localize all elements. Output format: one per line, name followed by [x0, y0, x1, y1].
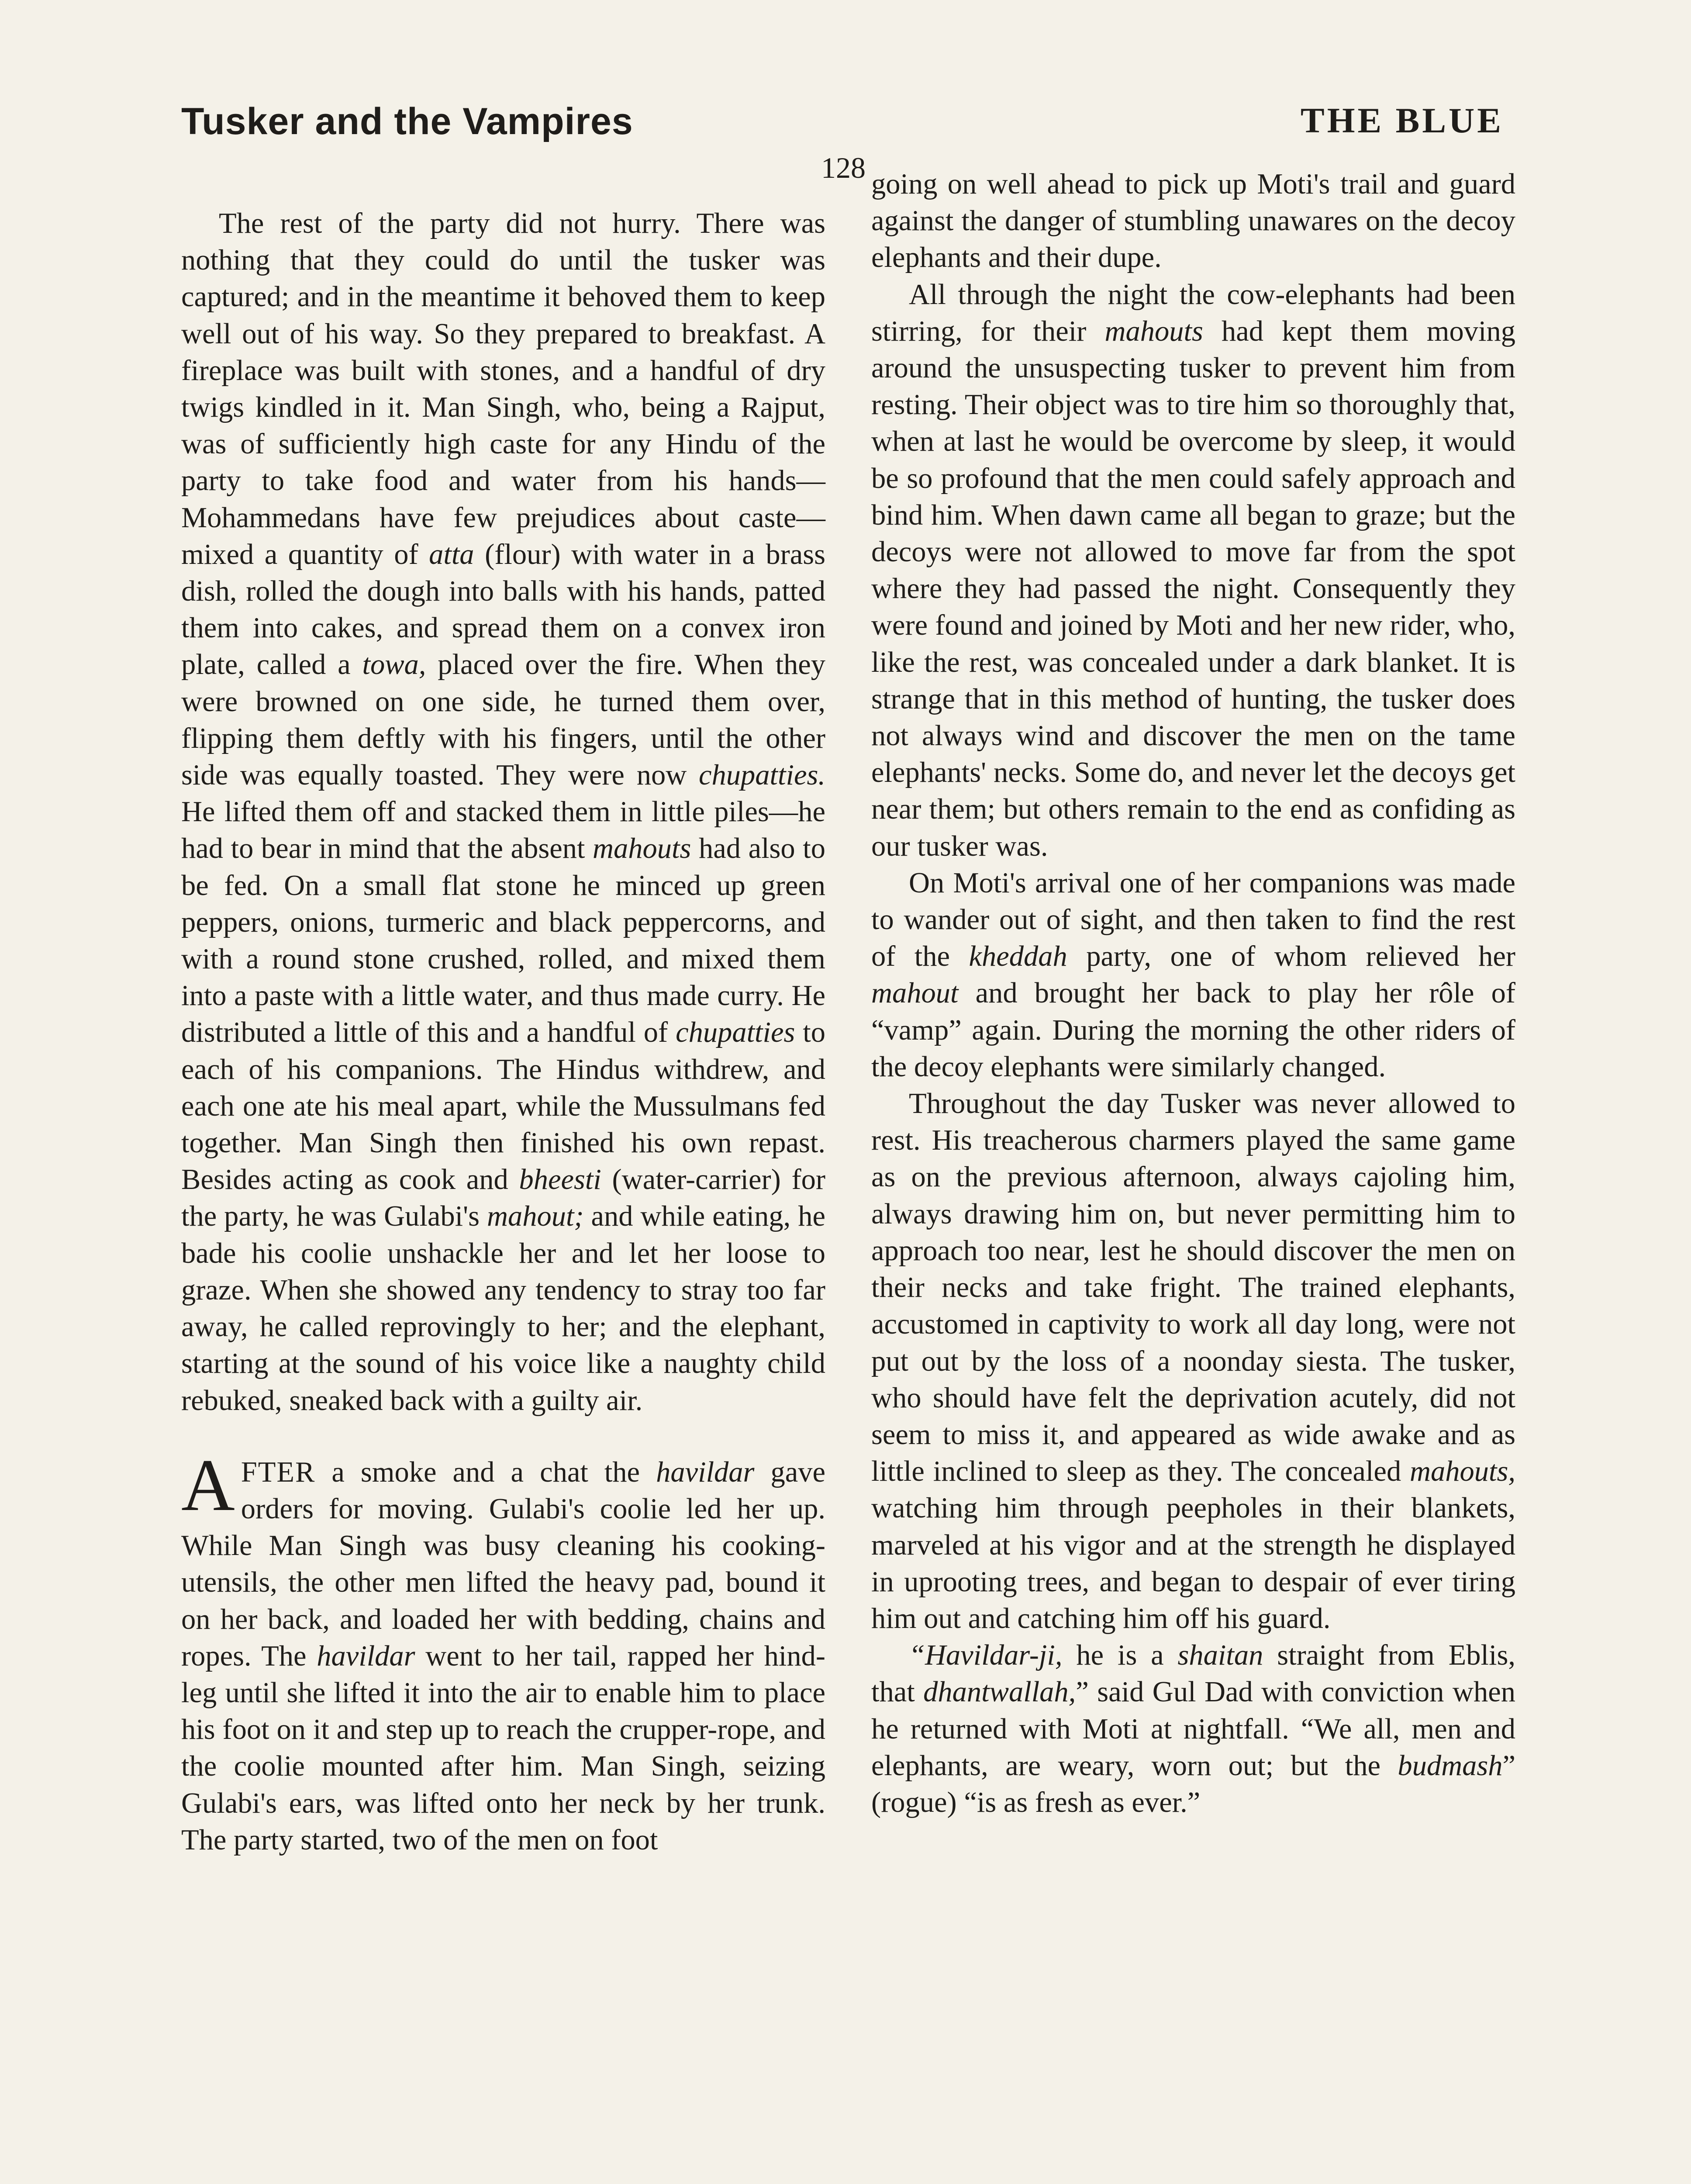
paragraph: The rest of the party did not hurry. There was nothing that they could do until the tusker was captured; and in the meantime it behoved them to keep well out of his way. So they prepared to breakfast. A fireplace was built with stones, and a handful of dry twigs kindled in it. Man Singh, who, being a Rajput, was of sufficiently high caste for any Hindu of the party to take food and water from his hands—Mohammedans have few prejudices about caste—mixed a quantity of atta (flour) with water in a brass dish, rolled the dough into balls with his hands, patted them into cakes, and spread them on a convex iron plate, called a towa, placed over the fire. When they were browned on one side, he turned them over, flipping them deftly with his fingers, until the other side was equally toasted. They were now chupatties. He lifted them off and stacked them in little piles—he had to bear in mind that the absent mahouts had also to be fed. On a small flat stone he minced up green peppers, onions, turmeric and black peppercorns, and with a round stone crushed, rolled, and mixed them into a paste with a little water, and thus made curry. He distributed a little of this and a handful of chupatties to each of his companions. The Hindus withdrew, and each one ate his meal apart, while the Mussulmans fed together. Man Singh then finished his own repast. Besides acting as cook and bheesti (water-carrier) for the party, he was Gulabi's mahout; and while eating, he bade his coolie unshackle her and let her loose to graze. When she showed any tendency to stray too far away, he called reprovingly to her; and the elephant, starting at the sound of his voice like a naughty child rebuked, sneaked back with a guilty air.	[181, 207, 826, 1417]
page-number: 128	[821, 151, 866, 184]
paragraph: All through the night the cow-elephants had been stirring, for their mahouts had kept them moving around the unsuspecting tusker to prevent him from resting. Their object was to tire him so thoroughly that, when at last he would be overcome by sleep, it would be so profound that the men could safely approach and bind him. When dawn came all began to graze; but the decoys were not allowed to move far from the spot where they had passed the night. Consequently they were found and joined by Moti and her new rider, who, like the rest, was concealed under a dark blanket. It is strange that in this method of hunting, the tusker does not always wind and discover the men on the tame elephants' necks. Some do, and never let the decoys get near them; but others remain to the end as confiding as our tusker was.	[871, 278, 1515, 862]
paragraph: “Havildar-ji, he is a shaitan straight from Eblis, that dhantwallah,” said Gul Dad with conviction when he returned with Moti at nightfall. “We all, men and elephants, are weary, worn out; but the budmash” (rogue) “is as fresh as ever.”	[871, 1639, 1516, 1818]
drop-cap: A	[181, 1444, 235, 1526]
paragraph: Throughout the day Tusker was never allowed to rest. His treacherous charmers played the same game as on the previous afternoon, always cajoling him, always drawing him on, but never permitting him to approach too near, lest he should discover the men on their necks and take fright. The trained elephants, accustomed in captivity to work all day long, were not put out by the loss of a noonday siesta. The tusker, who should have felt the deprivation acutely, did not seem to miss it, and appeared as wide awake and as little inclined to sleep as they. The concealed mahouts, watching him through peepholes in their blankets, marveled at his vigor and at the strength he displayed in uprooting trees, and began to despair of ever tiring him out and catching him off his guard.	[871, 1088, 1515, 1635]
right-column	[871, 166, 1515, 1821]
paragraph-section-start: AFTER a smoke and a chat the havildar gave orders for moving. Gulabi's coolie led her up. While Man Singh was busy cleaning his cooking-utensils, the other men lifted the heavy pad, bound it on her back, and loaded her with bedding, chains and ropes. The havildar went to her tail, rapped her hind-leg until she lifted it into the air to enable him to place his foot on it and step up to reach the crupper-rope, and the coolie mounted after him. Man Singh, seizing Gulabi's ears, was lifted onto her neck by her trunk. The party started, two of the men on foot	[181, 1444, 825, 1856]
magazine-title: THE BLUE	[1301, 100, 1504, 140]
paragraph: On Moti's arrival one of her companions was made to wander out of sight, and then taken to find the rest of the kheddah party, one of whom relieved her mahout and brought her back to play her rôle of “vamp” again. During the morning the other riders of the decoy elephants were similarly changed.	[871, 867, 1515, 1083]
left-column	[181, 205, 825, 1859]
paragraph-continued: going on well ahead to pick up Moti's trail and guard against the danger of stumbling unawares on the decoy elephants and their dupe.	[871, 168, 1515, 274]
story-title: Tusker and the Vampires	[181, 100, 633, 142]
